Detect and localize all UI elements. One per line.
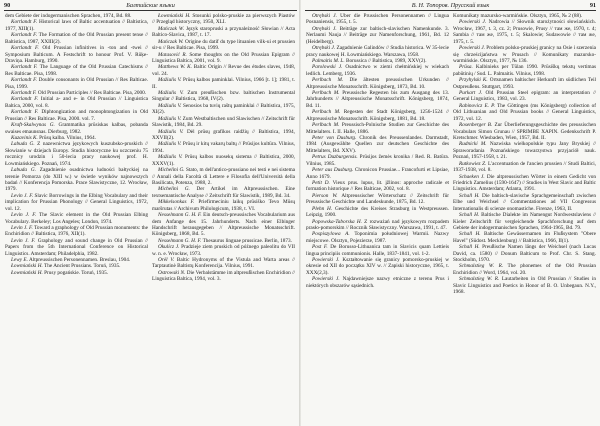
bibliography-entry [152,154,295,167]
entry-author: Schall H. [459,212,480,219]
bibliography-entry [453,263,596,276]
entry-text: Thesaurus linguae prussicae. Berlin, 1873. [202,237,292,244]
entry-text: Baltische Dialekte im Namengut Nordwestslaviens // Kieler Zeitschrift für vergleichende Sprachforschung auf dem Gebiete der indogermanischen Sprachen, 1964-1965, Bd. 79. [453,212,596,231]
entry-author: Powierski J. [459,45,485,52]
entry-text: Borussica // Baltistica, 1989, XXV(2). [345,57,427,64]
entry-author: Powierski J. [312,257,340,264]
entry-author: Pospiszylowa A. [312,231,350,238]
entry-text: Altpreussischer Wörterschatz // Zeitschrift für Preussische Geschichte und Landeskunde, 1875, Bd. 12. [306,192,449,206]
bibliography-entry [306,180,449,193]
entry-author: Kortlandt F. [11,32,38,39]
entry-text: Old Prussian infinitives in -ton and -twei // Symposium Balticum. A Festschrift to honour Prof. V. Rūķe-Draviņa. Hamburg, 1990. [5,45,148,64]
bibliography-entry [306,26,449,45]
bibliography-entry [306,154,449,167]
entry-text: Some thoughts on the Old Prussian Epigram // Linguistica Baltica, 2001, vol. 9. [152,51,295,64]
bibliography-entry [5,64,148,77]
entry-author: Petit D. [312,179,330,186]
entry-text: Toponimia południowej Warmii. Nazwy miejscowe. Olsztyn, Pojezierze, 1987. [306,231,449,244]
entry-text: Prūsijos žemės kronika / Red. R. Batūra. Vilnius, 1985. [306,154,449,167]
bibliography-entry [5,212,148,225]
entry-text: Double consonants in Old Prussian // Res Balticae. Pisa, 1999. [5,77,148,90]
bibliography-entry [152,77,295,90]
bibliography-entry [453,276,596,295]
entry-text: Zur Überlieferungsgeschichte des preussischen Vocabulars Simon Grunau // SPRIMBE XAPIN. Gedenkschrift P. Kretschmer. Wiesbaden, Wien, 1957, Bd. II. [453,122,596,142]
entry-text: Ein deutsch-preussisches Vocabularium aus dem Anfange des 15. Jahrhunderts. Nach einer Elbinger Handschrift herausgegeben // Altpreussische Monatsschrift. Königsberg, 1868, Bd. 5. [152,212,295,238]
entry-text: Dėl prūsų grafikos raidžių // Baltistica, 1994, XXVII(2). [152,128,295,142]
bibliography-entry [306,122,449,135]
bibliography-entry [453,141,596,160]
entry-author: Labuda G. [11,141,35,148]
entry-text: Die Verbalstämme im altpreußischen Enchiridion // Linguistica Baltica, 1994, vol. 3. [152,269,295,283]
bibliography-entry [5,141,148,167]
bibliography-entry [5,96,148,109]
entry-author: Purkart J. [459,90,483,97]
entry-text: Lautarbeiten in Old Prussian // Studies in Slavic Linguistics and Poetics in Honor of B. O. Unbegaun. N.Y., 1968. [453,276,596,296]
entry-author: Matthews W. K. [158,64,192,71]
entry-text: De Borusso-Lithuanica tam in Slavicis quam Lettieis lingua principiis communionis. Halle, 1837-1841, vol. 1-2. [306,244,449,257]
bibliography-entry [152,212,295,238]
entry-text: Stato, m dell'antico-prussiano nei testi e nei sistema // Annali della Facoltà di Lettere e Filosofia dell'Università della Basilicata, Potenza, 1988, 2. [152,167,295,186]
entry-author: Mažiulis V. [158,90,184,97]
entry-text: Nadrowia // Słownik starożytności słowiańskich. Wrocław, 1967, t. 3, cz. 2; Prusowie, Prusy // там же, 1970, t. 4; Sambia // там же, 1975, t. 5; Skalowie; Sudawowie // там же, 1975, t. 5. [453,19,596,45]
page-header [305,2,596,11]
entry-text: Zum preußischen bzw. baltischen Instrumental Singular // Baltistica, 1968, IV(2). [152,90,295,103]
entry-author: Mikkelsonkas F. [158,199,195,206]
bibliography-entry [453,45,596,64]
entry-author: Perlbach M. [312,122,340,129]
bibliography-entry [5,167,148,193]
entry-author: Schmalstieg W. R. [459,263,504,270]
entry-text: Grammatika prūsiskas kalbas, pobanda swaises emaunsnas. Dierburg, 1982. [5,122,148,135]
entry-text: Vieux prus. lupus, lit. įžlinos: approche radicale et formation historique // Res Balticae, 2002, vol. 8. [306,179,449,193]
entry-text: Preussische Regesten bis zum Ausgang des 13. Jahrhunderts // Altpreussische Monatsschrift. Königsberg, 1874, Bd. 11. [306,90,449,109]
entry-author: Popowska-Taborska H. [312,218,362,225]
bibliography-entry [453,244,596,263]
entry-author: Peter aus Dusburg. [312,167,354,174]
entry-author: Kortlandt F. [11,77,37,84]
entry-text: The Ancient Prussians. Toruń, 1935. [44,263,121,270]
entry-author: Levin J. F. [11,224,33,231]
entry-author: Mažiulis V. [158,115,182,122]
entry-text: Über die Prussischen Personennamen // Lingua Posnaniensis, 1955, t. 5. [306,13,449,26]
entry-text: Senosios ba tuvių raštų paminklai // Baltistica, 1975, XI(2). [152,102,295,116]
bibliography-entry [5,238,148,257]
bibliography-entry [306,64,449,77]
entry-text: L'accentuation de l'ancien prussien // Studi Baltici, 1937-1938, vol. 8. [453,160,596,174]
entry-author: Mažiulis V. [158,154,183,161]
entry-author: Rosenberger B. [459,122,493,129]
bibliography-entry [306,219,449,232]
bibliography-entry [453,161,596,174]
column-left [306,13,449,424]
entry-text: Graphology and sound change in Old Prussian // Papers from the 5th International Conference on Historical Linguistics. Amsterdam; Philadelphia, 1982. [5,237,148,257]
column-left [5,13,148,424]
bibliography-entry [5,270,148,276]
entry-author: Perlbach M. [312,90,340,97]
bibliography-entry [453,103,596,122]
entry-author: Powierski J. [459,19,487,26]
bibliography-entry [306,244,449,257]
entry-text: The Formation of the Old Prussian present tense // Baltistica, 1987, XXIII(2). [5,32,148,45]
entry-text: dem Gebiete der indogermanischen Sprachen, 1974, Bd. 88. [5,13,132,19]
bibliography-entry [152,103,295,116]
bibliography-entry [5,225,148,238]
entry-author: Kuzavinis K. [11,135,38,142]
entry-text: Baltic Hydronyms of the Vistula and Warta areas // Tarptautinė Baltistų Konferencija. Vilnius, 1991. [152,257,295,270]
entry-text: Altpreussischen Personennamen. Breslau, 1904. [28,257,131,264]
entry-text: Język staropruski a przynależność Słowian // Acta Baltico-Slavica, 1987, t. 17. [152,25,295,39]
entry-author: Nesselmann G. H. F. [158,212,202,219]
right-page [301,0,600,426]
bibliography-entry [152,270,295,283]
bibliography-entry [152,13,295,26]
entry-text: Osadnictwo w ziemi chełmińskiej w wiekach ledlich. Lemberg, 1936. [306,64,449,77]
bibliography-entry [453,77,596,90]
entry-author: Levin J. F. [11,192,34,199]
entry-text: The Language of the Old Prussian Catechisms // Res Balticae. Pisa, 1998. [5,64,148,77]
entry-author: Parolowski J. [312,64,343,71]
bibliography-entry [306,109,449,122]
entry-text: Prūsų kalbos nuosekų sistema // Baltistica, 2000, XXXV(1). [152,154,295,167]
entry-author: Schall H. [459,244,480,251]
entry-text: Initial a- and e- in Old Prussian // Linguistica Baltica, 2000, vol. 8. [5,96,148,109]
entry-text: Prūsų kalba. Vilnius, 1964. [39,135,96,142]
bibliography-entry [306,206,449,219]
bibliography-entry [306,167,449,180]
bibliography-entry [5,122,148,135]
entry-author: Perlbach M. [312,77,344,84]
bibliography-entry [152,64,295,77]
bibliography-entry [306,90,449,109]
entry-author: Plehn H. [312,205,333,212]
bibliography-entry [5,19,148,32]
bibliography-entry [306,257,449,276]
entry-text: Z nazewnictwa językowych kuszubsko-pruskich // Słowianie w dziejach Europy. Studia historyczne ku uczczeniu 75 rocznicy urodzin i 50-lecia pracy naukowej prof. H. Łowmiańskiego. Poznań, 1974. [5,141,148,167]
entry-text: Der Artikel im Altpreussischen. Eine textsemantische Analyse // Zeitschrift für Slawistik, 1989, Bd. 34. [152,186,295,199]
entry-text: Preussisch-Polnische Studien zur Geschichte des Mittelalters. I. II. Halle, 1886. [306,122,449,135]
entry-text: Regesten der Stadt Königsberg, 1256-1524 // Altpreussische Monatsschrift. Königsberg, 1881, Bd. 18. [306,109,449,122]
entry-text: Komunikaty mazursko-warmińskie. Olsztyn, 1965, № 2 (88). [453,13,583,19]
bibliography-entry [453,212,596,231]
bibliography-entry [5,109,148,122]
entry-text: Baltic Origin // Revue des études slaves, 1948, vol. 24. [152,64,295,77]
entry-text: Die altpreussischen Wörter in einem Gedicht von Friedrich Zamelius (1590-1647) // Studies in West Slavic and Baltic Linguistics. Amsterdam; Atlanta, 1991. [453,173,596,193]
entry-text: The Göttingen (ms Königsberg) collection of Old Lithuanian and Old Prussian books // General Linguistics, 1972, vol. 12. [453,102,596,122]
bibliography-entry [152,186,295,199]
entry-author: Matasović R. [158,51,187,58]
entry-text: Kształtowanie się granicy pomorsko-pruskiej w okresie od XII do początku XIV w. // Zapiski historyczne, 1965, t. XXX(2,3). [306,257,449,276]
entry-text: Chronicon Prussiae... Francofurti et Lipsiae, Anno 1679. [306,167,449,180]
entry-text: Toward a graphology of Old Prussian monuments: the Enchiridion // Baltistica, 1976, XII(1). [5,224,148,238]
entry-author: Kortlandt F. [11,19,38,26]
bibliography-entry [453,174,596,193]
entry-text: Zagadnienie osadnictwa ludności bałtyckiej na terenie Pomorza (do XIII w.) w świetle wyników najnowszych badań // Konferencja Pomorska. Prace Slawistyczne, 12. Wrocław, 1979. [5,167,148,193]
bibliography-entry [306,193,449,206]
bibliography-entry [152,26,295,39]
bibliography-entry [453,231,596,244]
entry-author: Powierski J. [312,276,340,283]
entry-text: Problem polsko-pruskiej granicy na Osie i szerzenia się chrześcijaństwa w Prusach // Komunikaty mazursko-warmińskie. Olsztyn, 1977, № 136. [453,45,596,64]
entry-text: Kalbinieks per Tūlan 1990. Prūsiškų tekstų vertimas pabūtinių / Sud. L. Palmaitis. Vilnius, 1998. [453,64,596,77]
page-header [4,2,297,11]
page-number: 91 [589,2,596,9]
entry-author: Schmalstieg W. R. [459,276,500,283]
entry-text: Die baltisch-slavische Sprachgemeinschaft zwischen Elbe und Weichsel // Commentationes ad VII Congressus Internationalis di scienze onomastiche. Firenze, 1963, II. [453,192,596,212]
entry-author: Mažiulis V. [158,102,182,109]
entry-author: Petrus Duzburgensis. [312,154,358,161]
bibliography-entry [152,244,295,257]
entry-author: Łowmiański H. [158,13,191,19]
running-title: В. Н. Топоров. Прусский язык [411,2,490,9]
entry-author: Schall H. [459,231,481,238]
entry-text: Pradzieje ziem pruskich od późnego paleolitu do VII w. n. e. Wrocław, 1973. [152,244,295,257]
entry-author: Nesselmann G. H. F. [158,237,202,244]
entry-author: Mažiulis V. [158,141,182,148]
entry-text: The phonemes of the Old Prussian Enchiridion // Word, 1964, vol. 20. [453,263,596,276]
entry-author: Rabinovicz E. P. [459,102,495,109]
bibliography-entry [306,77,449,90]
entry-author: Kortlandt F. [11,64,38,71]
entry-text: Stosunki polsko-pruskie za pierwszych Piastów // Przegląd historyczny, 1950, XLI. [152,13,295,26]
bibliography-entry [152,141,295,154]
entry-text: Die ältesten preussischen Urkunden // Altpreussische Monatsschrift. Königsberg, 1873, Bd. 10. [306,77,449,90]
bibliography-entry [453,64,596,77]
column-right [453,13,596,424]
bibliography-entry [152,90,295,103]
entry-author: Michelini G. [158,167,185,174]
entry-author: Otrębski J. [312,45,336,52]
entry-author: Kraft-Skalwynas G. [11,122,55,129]
page-number: 90 [4,2,11,9]
entry-author: Mańczak W. [158,25,185,32]
entry-author: Otrębski J. [312,13,337,19]
entry-text: Prūsų kalbos paminklai. Vilnius, 1966 [t. 1]; 1981, t. II. [152,77,295,90]
entry-text: Historical laws of Baltic accentuation // Baltistica, 1977, XIII(1). [5,19,148,32]
entry-author: Schall H. [459,192,480,199]
entry-text: Priefirmeciniu laikų prūsiško Tevo Mūsų maršrutas // Archivum Philologicum, 1938, t. VI. [152,199,295,212]
entry-author: Palmaitis M. L. [312,57,345,64]
entry-author: Prūsa. [459,64,473,71]
entry-author: Rutkowiez Z. [459,160,487,167]
column-right [152,13,295,424]
bibliography-entry [306,135,449,154]
bibliography-entry [5,193,148,212]
entry-author: Rudnicki M. [459,141,487,148]
entry-author: Kortlandt F. [11,96,39,103]
entry-author: Pierson W. [312,192,338,199]
entry-author: Kortlandt F. [11,90,37,97]
bibliography-entry [152,257,295,270]
entry-text: Prūsų ir kitų vakarų baltų // Prūsijos kultūra. Vilnius, 1994. [152,141,295,154]
entry-text: Prusy pogańskie. Toruń, 1935. [44,269,109,276]
entry-author: Łowmiański H. [11,263,43,270]
running-title: Балтийские языки [126,2,175,9]
entry-author: Orël V. [158,257,175,264]
entry-text: Origine du datif du type lituanien vilk-ui et prussien sir-u // Res Balticae. Pisa, 1999. [152,38,295,52]
entry-author: Kortlandt F. [11,45,39,52]
bibliography-entry [152,116,295,129]
bibliography-entry [152,52,295,65]
bibliography-entry [5,77,148,90]
bibliography-entry [306,276,449,289]
entry-author: Ostrowski N. [158,269,186,276]
entry-text: Najdawniejsze nazwy etniczne z terenu Prus i niektórych obszarów sąsiednich. [306,276,449,289]
bibliography-entry [152,167,295,186]
bibliography-entry [453,19,596,45]
bibliography-entry [152,39,295,52]
entry-text: The Slavic element in the Old Prussian Elbing Vocabulary. Berkeley; Los Angeles; London, 1974. [5,212,148,225]
bibliography-entry [152,199,295,212]
entry-author: Kortlandt F. [11,109,39,116]
bibliography-entry [152,129,295,142]
entry-author: Przyhylski K. [459,77,488,84]
entry-author: Mažiulis V. [158,77,182,84]
bibliography-entry [5,45,148,64]
entry-text: Z rozważań nad językowym rozpadem prasło-pomorskim // Rocznik Sławistyczny. Warszawa, 1991, t. 47. [306,218,449,231]
entry-author: Levin J. F. [11,237,36,244]
entry-text: Ortsnamen baltischer Herkunft im südlichen Teil Ostpreußens. Stuttgart, 1993. [453,77,596,90]
entry-text: Geschichte des Kreises Strasburg in Westpreussen. Leipzig, 1900. [306,205,449,219]
entry-author: Post F. [312,244,328,251]
entry-author: Otrębski J. [312,25,337,32]
entry-text: Preußische Namen längs der Weichsel (nach Lucas David, ca. 1580) // Donum Balticum to Prof. Chr. S. Stang. Stockholm, 1970. [453,244,596,264]
entry-text: Old Prussian Steel epigram: an interpretation // General Linguistics, 1983, vol. 23. [453,90,596,103]
bibliography-entry [306,231,449,244]
bibliography-entry [306,13,449,26]
entry-author: Schaeken J. [459,173,485,180]
entry-text: Old Prussian Participles // Res Balticae. Pisa, 2000. [37,90,147,97]
entry-author: Peter von Dusburg. [312,135,357,142]
bibliography-entry [453,90,596,103]
bibliography-entry [453,122,596,141]
entry-text: Nazwiska wielkopolskie typu Jany Bryskiej // Spraworadania Poznańskiego towarzystwa przyjaciół nauk. Poznań, 1957-1958, t. 21. [453,141,596,161]
entry-author: Michelini G. [158,186,190,193]
entry-author: Lewy E. [11,257,28,264]
entry-text: Diphtongization and monophtongization in Old Prussian // Res Balticae. Pisa, 2000. vol. 7. [5,109,148,122]
entry-author: Levin J. F. [11,212,37,219]
bibliography-entry [453,193,596,212]
entry-text: Zum Westbaltischen und Slawischen // Zeitschrift für Slawistik, 1984, Bd. 29. [152,115,295,129]
entry-author: Łowmiański H. [11,269,43,276]
entry-author: Mańczak W. [158,38,184,45]
entry-text: Chronik des Preussenlandes. Darmstadt, 1984 (Ausgewählte Quellen zur deutschen Geschichte des Mittelalters, Bd. XXV). [306,135,449,154]
entry-text: Baltische Gewässernamen im Flußsystem "Obere Havel" (Südost. Mecklenburg) // Baltistica, 1966, II(1). [453,231,596,244]
entry-text: Beiträge zur baltisch-slavischen Namenkunde. 3. Nerlaumi Nauja // Beiträge zur Namenforschung, 1961, Bd. 12 (Heidelberg). [306,25,449,45]
entry-author: Perlbach M. [312,109,341,116]
entry-text: Slavic Borrowings in the Elbing Vocabulary and their implication for Prussian Phonology // General Linguistics, 1972, vol. 12. [5,192,148,212]
bibliography-entry [5,32,148,45]
entry-author: Labuda G. [11,167,36,174]
entry-author: Okulicz J. [158,244,180,251]
bibliography-entry [306,45,449,58]
entry-author: Mažiulis V. [158,128,184,135]
entry-text: Zagadnienie Galindów // Studia historica. W 35-lecie pracy naukowej H. Łowmiańskiego. Warszawa, 1958. [306,45,449,58]
